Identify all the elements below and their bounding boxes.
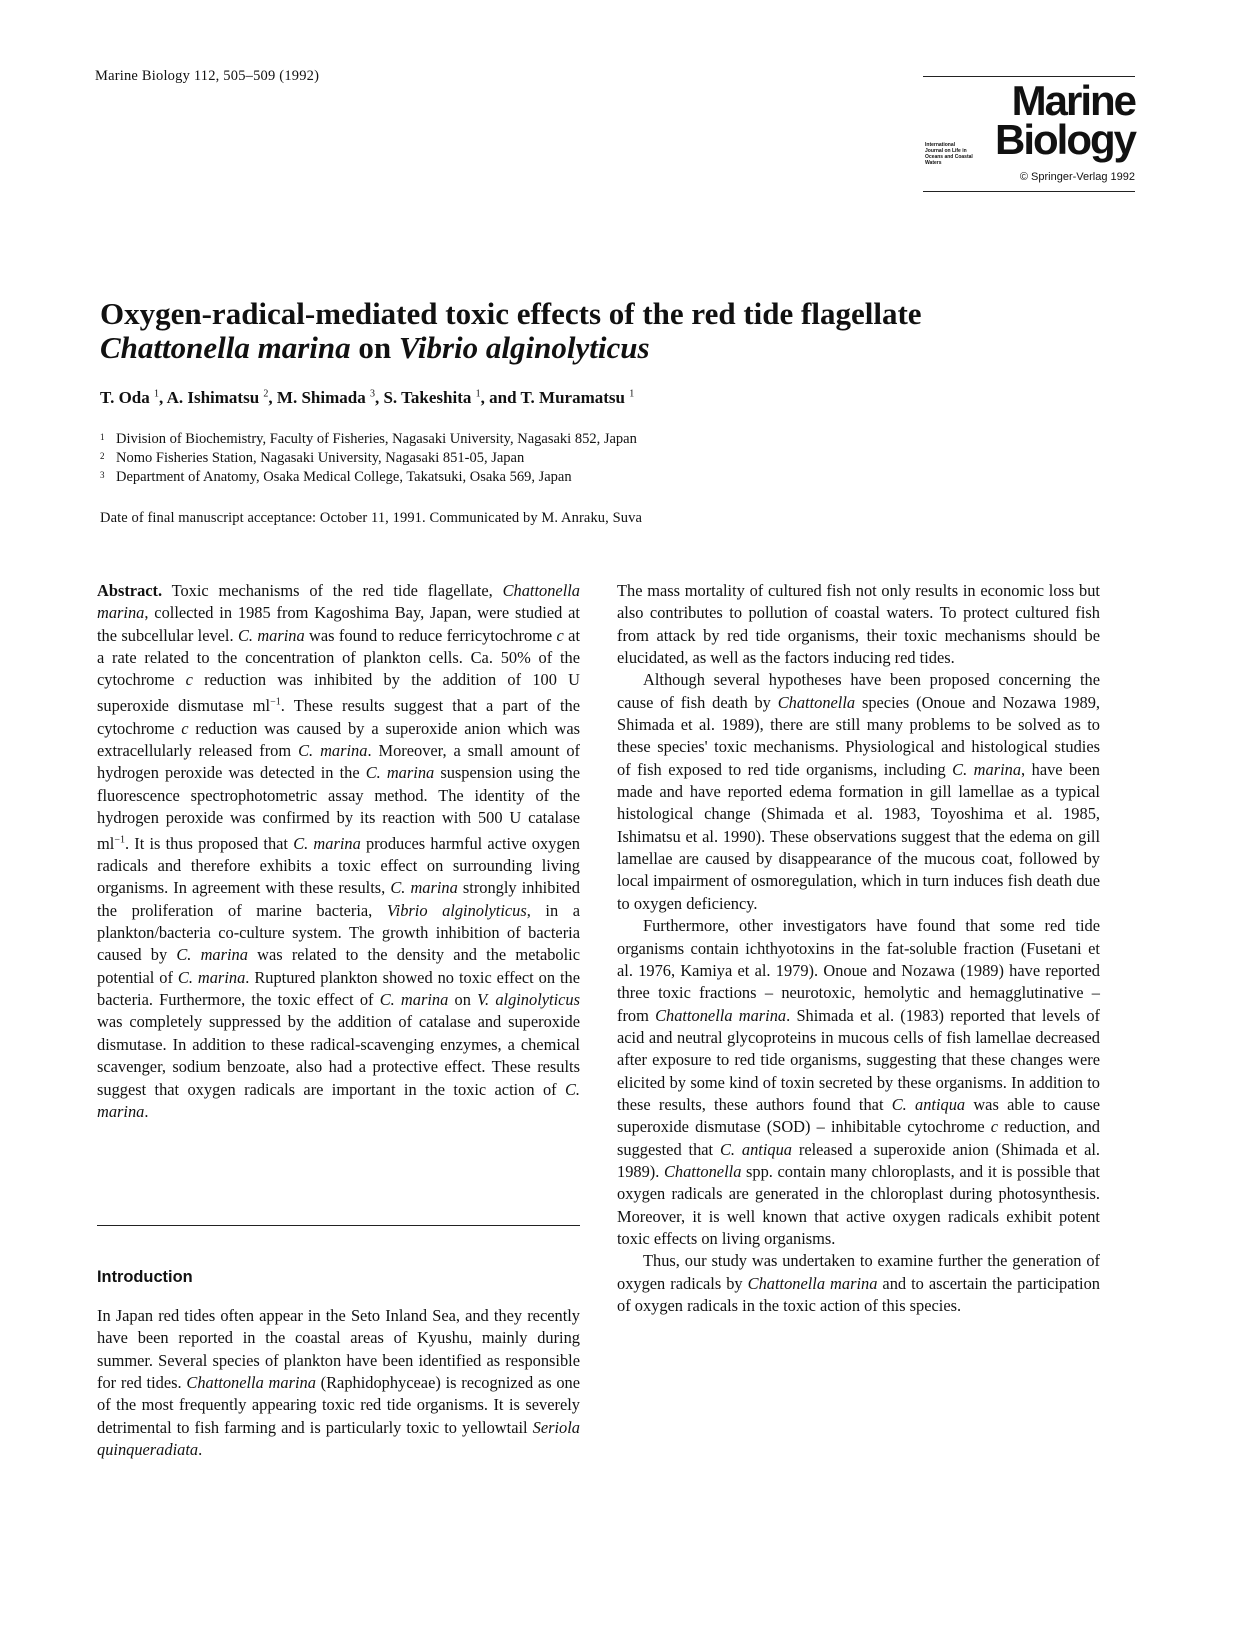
text-run: released a superoxide anion (Shimada et al. 1989). (617, 1139, 1100, 1181)
title-species-chattonella: Chattonella marina (100, 330, 351, 365)
body-paragraph (617, 580, 1100, 669)
text-run: , have been made and have reported edema formation in gill lamellae as a typical histological change (Shimada et al. 1983, Toyoshima et al. 1985, Ishimatsu et al. 1990). These observations suggest that the edema on gill lamellae are caused by disappearance of the mucous coat, followed by local impairment of osmoregulation, which in turn induces fish death due to oxygen deficiency. (617, 759, 1100, 913)
text-run: The mass mortality of cultured fish not only results in economic loss but also contributes to pollution of coastal waters. To protect cultured fish from attack by red tide organisms, their toxic mechanisms should be elucidated, as well as the factors inducing red tides. (617, 581, 1100, 668)
abstract-body (97, 581, 580, 1121)
logo-bottom-rule (923, 191, 1135, 192)
abstract-paragraph (97, 580, 580, 1123)
body-paragraph (617, 669, 1100, 915)
affiliation-list (100, 430, 637, 487)
superscript-text: −1 (114, 834, 125, 846)
italic-text: Seriola quinqueradiata (97, 1417, 580, 1460)
italic-text: Chattonella marina (186, 1373, 316, 1393)
text-run: species (Onoue and Nozawa 1989, Shimada et al. 1989), there are still many problems to be solved as to these species' toxic mechanisms. Physiological and histological studies of fish exposed to red tide organisms, including (617, 692, 1101, 779)
introduction-heading: Introduction (97, 1268, 193, 1286)
affiliation-number: 2 (100, 451, 105, 461)
affiliation-item (100, 430, 637, 449)
italic-text: C. marina (97, 1079, 580, 1121)
italic-text: C. marina (237, 625, 305, 645)
italic-text: Chattonella marina (655, 1005, 787, 1025)
text-run: In Japan red tides often appear in the Seto Inland Sea, and they recently have been reported in the coastal areas of Kyushu, mainly during summer. Several species of plankton have been identified as responsible for red tides. (97, 1306, 580, 1393)
affiliation-item (100, 468, 637, 487)
author-name: A. Ishimatsu (166, 388, 260, 407)
abstract-label: Abstract. (97, 581, 163, 600)
text-run: reduction, and suggested that (617, 1117, 1100, 1159)
body-paragraph (617, 915, 1100, 1250)
introduction-block (97, 1305, 580, 1461)
text-run: spp. contain many chloroplasts, and it is possible that oxygen radicals are generated in the chloroplast during photosynthesis. Moreover, it is well known that active oxygen radicals exhibit potent toxic effects on living organisms. (617, 1161, 1100, 1248)
body-paragraph (617, 1250, 1100, 1317)
italic-text: Vibrio alginolyticus (386, 900, 527, 920)
affiliation-text: Department of Anatomy, Osaka Medical College, Takatsuki, Osaka 569, Japan (116, 469, 572, 485)
author-name: S. Takeshita (383, 388, 472, 407)
journal-citation: Marine Biology 112, 505–509 (1992) (95, 68, 320, 84)
author-name: M. Shimada (276, 388, 366, 407)
text-run: and to ascertain the participation of oxygen radicals in the toxic action of this species. (617, 1273, 1100, 1315)
author-affiliation-mark: 3 (369, 388, 375, 400)
text-run: , collected in 1985 from Kagoshima Bay, Japan, were studied at the subcellular level. (97, 603, 580, 645)
text-run: suspension using the fluorescence spectrophotometric assay method. The identity of the hydrogen peroxide was confirmed by its reaction with 500 U catalase ml (97, 763, 581, 853)
text-run: was related to the density and the metabolic potential of (97, 945, 580, 987)
copyright-notice: © Springer-Verlag 1992 (1019, 171, 1135, 183)
italic-text: C. marina (298, 740, 368, 760)
text-run: at a rate related to the concentration of plankton cells. Ca. 50% of the cytochrome (97, 625, 581, 690)
abstract-block (97, 580, 580, 1123)
affiliation-item (100, 449, 637, 468)
text-run: . Ruptured plankton showed no toxic effect on the bacteria. Furthermore, the toxic effect of (97, 967, 580, 1010)
title-species-vibrio: Vibrio alginolyticus (398, 330, 650, 365)
italic-text: Chattonella (663, 1161, 742, 1181)
logo-word-marine: Marine (1011, 77, 1135, 124)
italic-text: C. antiqua (719, 1139, 792, 1159)
text-run: . (198, 1440, 203, 1460)
italic-text: c (185, 670, 193, 690)
author-conjunction: and (489, 388, 517, 407)
text-run: was able to cause superoxide dismutase (SOD) – inhibitable cytochrome (617, 1094, 1100, 1137)
italic-text: Chattonella marina (747, 1273, 878, 1293)
text-run: was found to reduce ferricytochrome (304, 625, 557, 645)
logo-subtitle: International Journal on Life in Oceans and Coastal Waters (925, 142, 973, 166)
text-run: reduction was inhibited by the addition of 100 U superoxide dismutase ml (97, 670, 581, 716)
italic-text: C. marina (952, 759, 1022, 779)
text-run: (Raphidophyceae) is recognized as one of the most frequently appearing toxic red tide organisms. It is severely detrimental to fish farming and is particularly toxic to yellowtail (97, 1373, 580, 1437)
text-run: . (144, 1101, 149, 1121)
author-name: T. Muramatsu (520, 388, 625, 407)
text-run: . These results suggest that a part of the cytochrome (97, 696, 580, 738)
italic-text: C. marina (177, 967, 246, 987)
text-run: strongly inhibited the proliferation of marine bacteria, (97, 878, 580, 920)
affiliation-text: Division of Biochemistry, Faculty of Fisheries, Nagasaki University, Nagasaki 852, Japan (116, 431, 637, 447)
author-list: T. Oda $^1$, A. Ishimatsu $^2$, M. Shimada $^3$, S. Takeshita $^1$, and T. Muramatsu $^1$ (100, 388, 635, 407)
abstract-separator (97, 1225, 580, 1226)
italic-text: C. marina (293, 833, 361, 853)
italic-text: C. marina (176, 945, 248, 965)
superscript-text: −1 (270, 696, 281, 708)
affiliation-number: 3 (100, 470, 105, 480)
text-run: was completely suppressed by the addition of catalase and superoxide dismutase. In addition to these radical-scavenging enzymes, a chemical scavenger, sodium benzoate, also had a protective effect. These results suggest that oxygen radicals are important in the toxic action of (97, 1012, 580, 1099)
italic-text: C. marina (379, 990, 449, 1010)
author-affiliation-mark: 1 (154, 388, 160, 400)
text-run: . It is thus proposed that (124, 833, 294, 853)
text-run: produces harmful active oxygen radicals and therefore exhibits a toxic effect on surrounding living organisms. In agreement with these results, (97, 833, 581, 898)
introduction-paragraph (97, 1305, 580, 1461)
italic-text: C. antiqua (891, 1094, 966, 1114)
logo-word-biology: Biology (995, 116, 1135, 163)
affiliation-text: Nomo Fisheries Station, Nagasaki University, Nagasaki 851-05, Japan (116, 450, 525, 466)
italic-text: Chattonella (777, 692, 856, 712)
italic-text: Chattonella marina (97, 581, 580, 623)
journal-logo (923, 72, 1135, 194)
right-column (617, 580, 1100, 1317)
italic-text: c (556, 625, 564, 645)
text-run: reduction was caused by a superoxide anion which was extracellularly released from (97, 718, 580, 760)
text-run: Toxic mechanisms of the red tide flagellate, (162, 581, 503, 600)
text-run: on (448, 990, 478, 1010)
italic-text: c (990, 1117, 999, 1137)
author-name: T. Oda (100, 388, 150, 407)
text-run: . Shimada et al. (1983) reported that levels of acid and neutral glycoproteins in mucous cells of fish lamellae decreased after exposure to red tide organisms, suggesting that these changes were elicited by some kind of toxin secreted by these organisms. In addition to these results, these authors found that (617, 1005, 1100, 1114)
author-affiliation-mark: 2 (263, 388, 269, 400)
italic-text: C. marina (365, 763, 435, 783)
italic-text: V. alginolyticus (477, 990, 580, 1010)
author-affiliation-mark: 1 (475, 388, 481, 400)
title-connector: on (350, 330, 399, 365)
article-title (100, 297, 1060, 365)
title-line-1: Oxygen-radical-mediated toxic effects of the red tide flagellate (100, 296, 922, 331)
text-run: Furthermore, other investigators have found that some red tide organisms contain ichthyotoxins in the fat-soluble fraction (Fusetani et al. 1976, Kamiya et al. 1979). Onoue and Nozawa (1989) have reported three toxic fractions – neurotoxic, hemolytic and hemagglutinative – from (617, 916, 1100, 1025)
acceptance-note: Date of final manuscript acceptance: October 11, 1991. Communicated by M. Anraku, Suva (100, 510, 642, 526)
text-run: Although several hypotheses have been proposed concerning the cause of fish death by (617, 670, 1100, 712)
text-run: , in a plankton/bacteria co-culture system. The growth inhibition of bacteria caused by (97, 900, 580, 965)
italic-text: c (181, 718, 189, 738)
author-affiliation-mark: 1 (629, 388, 635, 400)
text-run: Thus, our study was undertaken to examine further the generation of oxygen radicals by (617, 1251, 1100, 1293)
text-run: . Moreover, a small amount of hydrogen peroxide was detected in the (97, 740, 580, 783)
italic-text: C. marina (390, 878, 458, 898)
affiliation-number: 1 (100, 432, 105, 442)
